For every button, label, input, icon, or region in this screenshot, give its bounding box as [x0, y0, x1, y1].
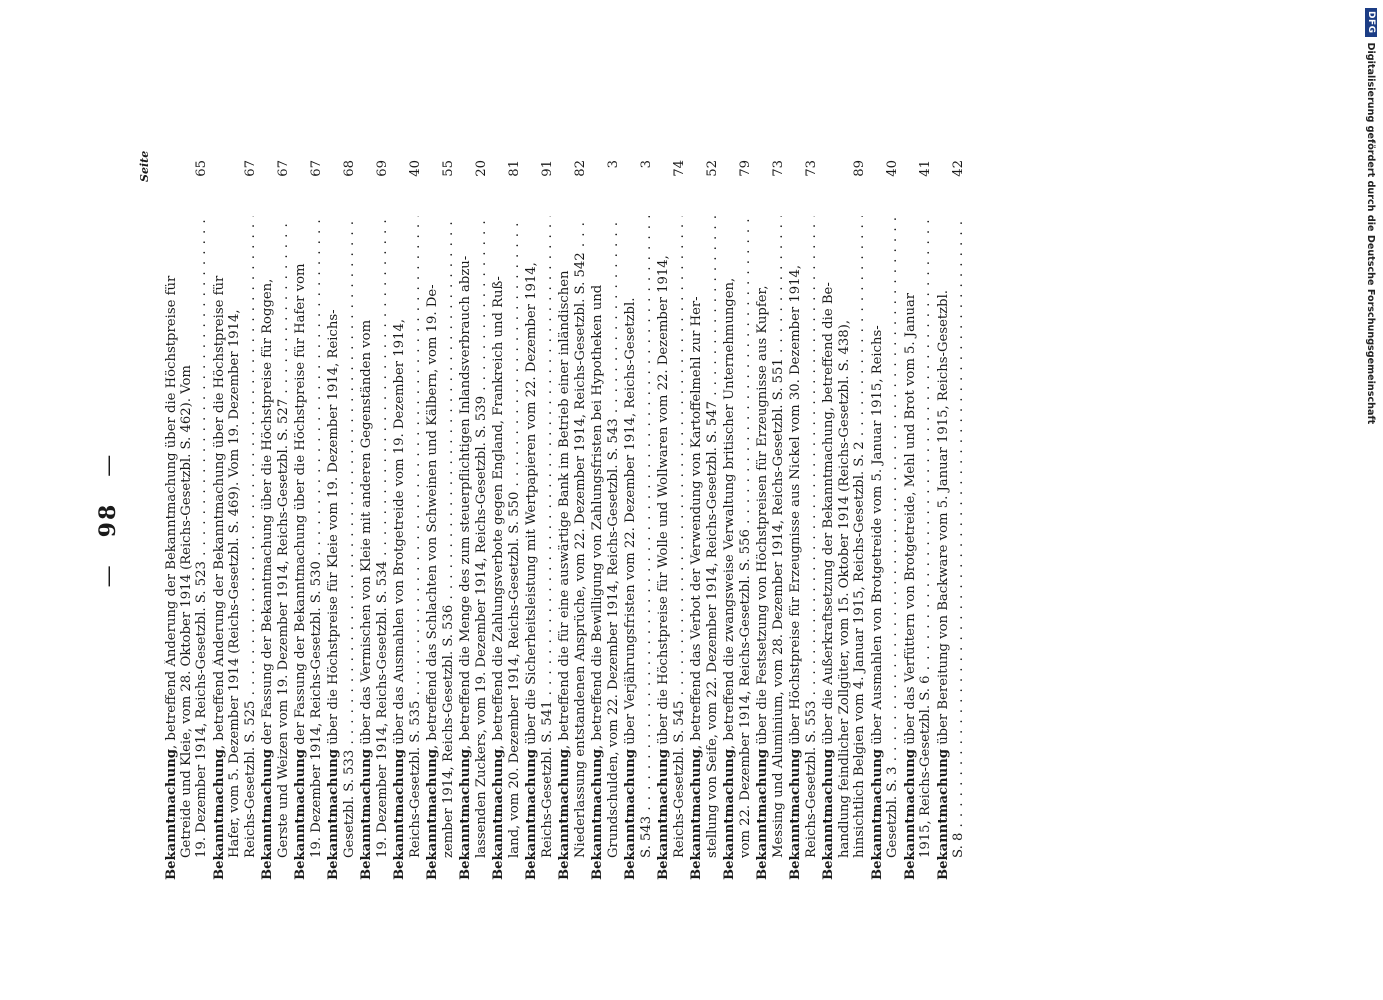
entry-title-word: Bekanntmachung: [359, 749, 375, 880]
entry-title-word: Bekanntmachung: [164, 749, 179, 880]
index-entry-page-number: 67: [309, 160, 324, 206]
index-entry-line: Bekanntmachung der Fassung der Bekanntmachung über die Höchstpreise für Roggen,: [260, 278, 276, 880]
index-entry-page-number: 91: [540, 160, 555, 206]
entry-title-word: Bekanntmachung: [902, 749, 918, 880]
index-entry: [458, 160, 488, 880]
index-entry: [870, 160, 900, 880]
entry-title-word: Bekanntmachung: [392, 749, 408, 880]
index-entry-page-number: 67: [276, 160, 291, 206]
index-entry-page-number: 20: [474, 160, 489, 206]
index-entry-line: S. 8 . . .: [951, 216, 966, 880]
index-entry: [903, 160, 933, 880]
entry-title-word: Bekanntmachung: [212, 749, 228, 880]
index-entry-page-number: 69: [375, 160, 390, 206]
index-entry: [788, 160, 818, 880]
index-entry: [689, 160, 719, 880]
index-entry-line: Reichs-Gesetzbl. S. 535 . . .: [408, 216, 423, 880]
index-entry-line: 19. Dezember 1914, Reichs-Gesetzbl. S. 523 . . .: [194, 216, 209, 880]
entry-title-word: Bekanntmachung: [722, 749, 738, 880]
entry-title-word: Bekanntmachung: [689, 749, 705, 880]
entry-title-word: Bekanntmachung: [458, 749, 474, 880]
dfg-logo: DFG: [1365, 8, 1377, 37]
index-entry-line: Bekanntmachung über Bereitung von Backware vom 5. Januar 1915, Reichs-Gesetzbl.: [935, 290, 951, 880]
page-header: [88, 160, 128, 880]
entry-title-word: Bekanntmachung: [869, 749, 885, 880]
index-entry-line: Bekanntmachung über das Vermischen von Kleie mit anderen Gegenständen vom: [359, 319, 375, 880]
entry-title-word: Bekanntmachung: [293, 749, 309, 880]
index-entry-line: hinsichtlich Belgien vom 4. Januar 1915, Reichs-Gesetzbl. S. 2 . . .: [852, 216, 867, 880]
digitization-credit: [1365, 8, 1377, 424]
header-dash-right: —: [95, 452, 121, 477]
index-entry-page-number: 81: [507, 160, 522, 206]
index-entry: [491, 160, 521, 880]
index-entry-page-number: 3: [639, 160, 654, 206]
index-entry-page-number: 82: [573, 160, 588, 206]
index-entry: [656, 160, 686, 880]
index-entry: [425, 160, 455, 880]
index-entry: [392, 160, 422, 880]
index-entry-line: Hafer, vom 5. Dezember 1914 (Reichs-Gesetzbl. S. 469). Vom 19. Dezember 1914,: [227, 309, 243, 858]
index-entry-line: Bekanntmachung über Höchstpreise für Erzeugnisse aus Nickel vom 30. Dezember 1914,: [788, 264, 804, 880]
index-entry-line: Bekanntmachung, betreffend Änderung der Bekanntmachung über die Höchstpreise für: [212, 275, 228, 880]
index-entry: [524, 160, 554, 880]
index-entry-line: 19. Dezember 1914, Reichs-Gesetzbl. S. 530 . . .: [309, 216, 324, 880]
entry-title-word: Bekanntmachung: [821, 749, 837, 880]
index-entry-line: Bekanntmachung, betreffend das Schlachten von Schweinen und Kälbern, vom 19. De-: [425, 284, 441, 880]
index-entry-page-number: 67: [243, 160, 258, 206]
index-entry: [557, 160, 587, 880]
index-entry-line: Bekanntmachung über die Festsetzung von Höchstpreisen für Erzeugnisse aus Kupfer,: [755, 285, 771, 880]
index-entry-line: Bekanntmachung der Fassung der Bekanntmachung über die Höchstpreise für Hafer vom: [293, 263, 309, 880]
index-entry-page-number: 41: [918, 160, 933, 206]
index-entry-line: Messing und Aluminium, vom 28. Dezember 1914, Reichs-Gesetzbl. S. 551 . . .: [771, 216, 786, 880]
index-entry-line: Bekanntmachung über die Außerkraftsetzung der Bekanntmachung, betreffend die Be-: [821, 282, 837, 880]
entry-title-word: Bekanntmachung: [326, 749, 342, 880]
index-entry-line: Reichs-Gesetzbl. S. 525 . . .: [243, 216, 258, 880]
index-entry-line: Gesetzbl. S. 3 . . .: [885, 216, 900, 880]
index-entry-page-number: 73: [804, 160, 819, 206]
index-entry-line: Bekanntmachung über Verjährungsfristen vom 22. Dezember 1914, Reichs-Gesetzbl.: [623, 297, 639, 880]
index-entry-line: 1915, Reichs-Gesetzbl. S. 6 . . .: [918, 216, 933, 880]
seite-column-label: Seite: [138, 150, 151, 182]
index-entry-line: Bekanntmachung über das Verfüttern von Brotgetreide, Mehl und Brot vom 5. Januar: [902, 292, 918, 880]
index-entry-page-number: 52: [705, 160, 720, 206]
entry-title-word: Bekanntmachung: [491, 749, 507, 880]
index-entry-line: handlung feindlicher Zollgüter, vom 15. Oktober 1914 (Reichs-Gesetzbl. S. 438),: [836, 319, 852, 858]
index-entry-line: Bekanntmachung über Ausmahlen von Brotgetreide vom 5. Januar 1915, Reichs-: [869, 325, 885, 880]
index-entry-line: Bekanntmachung, betreffend die Bewilligung von Zahlungsfristen bei Hypotheken und: [590, 284, 606, 880]
entry-title-word: Bekanntmachung: [788, 749, 804, 880]
index-entry-page-number: 68: [342, 160, 357, 206]
index-entry-page-number: 40: [885, 160, 900, 206]
index-entry: [359, 160, 389, 880]
header-dash-left: —: [95, 563, 121, 588]
entry-title-word: Bekanntmachung: [755, 749, 771, 880]
entry-title-word: Bekanntmachung: [590, 749, 606, 880]
index-entry-line: Reichs-Gesetzbl. S. 553 . . .: [804, 216, 819, 880]
index-entry-line: Niederlassung entstandenen Ansprüche, vom 22. Dezember 1914, Reichs-Gesetzbl. S. 542 . . .: [573, 216, 588, 880]
entry-title-word: Bekanntmachung: [623, 749, 639, 880]
index-entry-page-number: 74: [672, 160, 687, 206]
index-entry-page-number: 79: [738, 160, 753, 206]
entry-title-word: Bekanntmachung: [557, 749, 573, 880]
index-entry-page-number: 42: [951, 160, 966, 206]
entry-title-word: Bekanntmachung: [656, 749, 672, 880]
index-entry-line: Bekanntmachung, betreffend Änderung der Bekanntmachung über die Höchstpreise für: [164, 275, 179, 880]
index-entry-page-number: 55: [441, 160, 456, 206]
index-entry-line: Gesetzbl. S. 533 . . .: [342, 216, 357, 880]
index-entry-line: land, vom 20. Dezember 1914, Reichs-Gesetzbl. S. 550 . . .: [507, 216, 522, 880]
index-entry-line: 19. Dezember 1914, Reichs-Gesetzbl. S. 534 . . .: [375, 216, 390, 880]
entry-title-word: Bekanntmachung: [260, 749, 276, 880]
index-entry-line: Reichs-Gesetzbl. S. 541 . . .: [540, 216, 555, 880]
index-entry-page-number: 40: [408, 160, 423, 206]
index-entry: [326, 160, 356, 880]
entry-title-word: Bekanntmachung: [425, 749, 441, 880]
index-entry-line: stellung von Seife, vom 22. Dezember 1914, Reichs-Gesetzbl. S. 547 . . .: [705, 216, 720, 880]
index-entry-line: Grundschulden, vom 22. Dezember 1914, Reichs-Gesetzbl. S. 543 . . .: [606, 216, 621, 880]
index-entry: [821, 160, 867, 880]
index-entry-line: Bekanntmachung über das Ausmahlen von Brotgetreide vom 19. Dezember 1914,: [392, 318, 408, 880]
index-entry-line: Bekanntmachung über die Höchstpreise für Kleie vom 19. Dezember 1914, Reichs-: [326, 309, 342, 880]
index-entry-line: Reichs-Gesetzbl. S. 545 . . .: [672, 216, 687, 880]
index-entry: [164, 160, 210, 880]
index-entry: [936, 160, 966, 880]
index-entry-line: vom 22. Dezember 1914, Reichs-Gesetzbl. S. 556 . . .: [738, 216, 753, 880]
index-entry-line: Bekanntmachung über die Höchstpreise für Wolle und Wollwaren vom 22. Dezember 1914,: [656, 255, 672, 880]
index-entry-line: Bekanntmachung, betreffend die Menge des zum steuerpflichtigen Inlandsverbrauch abzu-: [458, 255, 474, 880]
entry-title-word: Bekanntmachung: [935, 749, 951, 880]
index-entry-line: Gerste und Weizen vom 19. Dezember 1914, Reichs-Gesetzbl. S. 527 . . .: [276, 216, 291, 880]
credit-text: Digitalisierung gefördert durch die Deutsche Forschungsgemeinschaft: [1365, 42, 1377, 425]
index-entry-page-number: 89: [852, 160, 867, 206]
entry-title-word: Bekanntmachung: [524, 749, 540, 880]
index-entry-line: Bekanntmachung über die Sicherheitsleistung mit Wertpapieren vom 22. Dezember 1914,: [524, 262, 540, 880]
rotated-page-content: [95, 150, 1260, 880]
index-entry-line: Bekanntmachung, betreffend das Verbot der Verwendung von Kartoffelmehl zur Her-: [689, 296, 705, 880]
index-entry-line: lassenden Zuckers, vom 19. Dezember 1914, Reichs-Gesetzbl. S. 539 . . .: [474, 216, 489, 880]
index-entry-list: [164, 160, 969, 880]
index-entry: [623, 160, 653, 880]
index-entry-line: Bekanntmachung, betreffend die Zahlungsverbote gegen England, Frankreich und Ruß-: [491, 276, 507, 880]
index-entry-page-number: 65: [194, 160, 209, 206]
index-entry: [722, 160, 752, 880]
index-entry: [293, 160, 323, 880]
index-entry-line: zember 1914, Reichs-Gesetzbl. S. 536 . . .: [441, 216, 456, 880]
page-number: 98: [95, 502, 121, 538]
index-entry: [590, 160, 620, 880]
index-entry: [260, 160, 290, 880]
index-entry-line: S. 543 . . .: [639, 216, 654, 880]
index-entry-page-number: 73: [771, 160, 786, 206]
index-entry-page-number: 3: [606, 160, 621, 206]
index-entry-line: Bekanntmachung, betreffend die für eine auswärtige Bank im Betrieb einer inländischen: [557, 270, 573, 880]
index-entry: [212, 160, 258, 880]
index-entry: [755, 160, 785, 880]
index-entry-line: Bekanntmachung, betreffend die zwangsweise Verwaltung britischer Unternehmungen,: [722, 277, 738, 880]
index-entry-line: Getreide und Kleie, vom 28. Oktober 1914 (Reichs-Gesetzbl. S. 462). Vom: [179, 365, 195, 858]
